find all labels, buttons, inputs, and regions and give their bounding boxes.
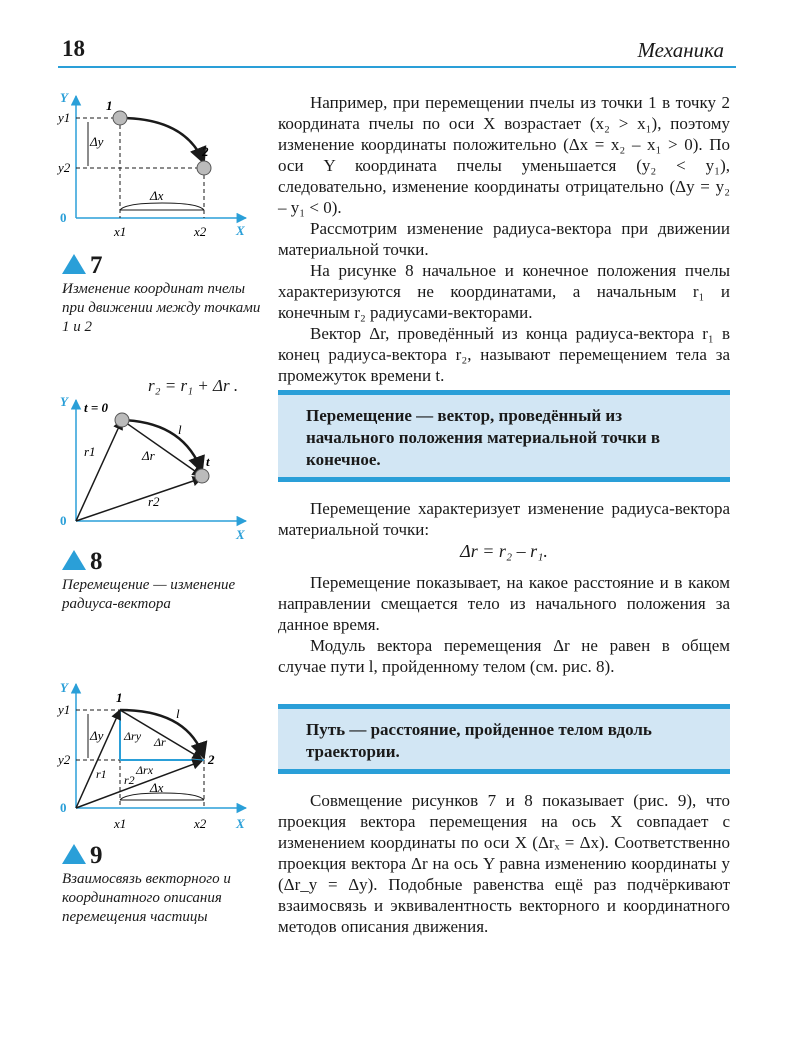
fig8-l-label: l	[178, 422, 182, 437]
fig9-y1-label: y1	[58, 702, 71, 717]
paragraph: На рисунке 8 начальное и конечное положения пчелы характеризуются не координатами, а начальным r₁ и конечным r₂ радиусами-векторами.	[278, 261, 730, 322]
fig9-l-label: l	[176, 706, 180, 721]
fig7-x2-label: x2	[194, 224, 207, 239]
fig7-x1-label: x1	[114, 224, 127, 239]
section-title: Механика	[637, 38, 724, 62]
paragraph: Вектор Δr, проведённый из конца радиуса-вектора r₁ в конец радиуса-вектора r₂, называют перемещением тела за промежуток времени t.	[278, 324, 730, 385]
figure-8-equation: r₂ = r₁ + Δr .	[148, 376, 239, 395]
fig8-r1-label: r1	[84, 444, 96, 459]
fig8-r2-label: r2	[148, 494, 160, 509]
fig8-dr-label: Δr	[142, 448, 155, 463]
fig7-dx-label: Δx	[150, 188, 164, 203]
fig7-y2-label: y2	[58, 160, 71, 175]
fig9-y-axis-label: Y	[60, 680, 68, 695]
fig8-t-label: t	[206, 454, 210, 469]
fig8-y-axis-label: Y	[60, 396, 68, 409]
displacement-formula: Δr = r₂ – r₁.	[460, 541, 548, 561]
figure-8-diagram	[56, 396, 256, 544]
fig7-x-axis-label: X	[236, 223, 245, 238]
figure-8-number-text: 8	[90, 548, 103, 575]
fig7-dy-label: Δy	[90, 134, 104, 149]
fig7-origin-label: 0	[60, 210, 67, 225]
paragraph: Совмещение рисунков 7 и 8 показывает (рис. 9), что проекция вектора перемещения на ось X совпадает с изменением координаты по оси X (Δrₓ = Δx). Соответственно проекция вектора Δr на ось Y равна изменению координаты y (Δr_y = Δy). Подобные равенства ещё раз подчёркивают взаимосвязь и эквивалентность векторного и координатного методов описания движения.	[278, 791, 730, 936]
text-block-4	[278, 790, 730, 937]
figure-7-caption: Изменение координат пчелы при движении между точками 1 и 2	[62, 281, 261, 335]
fig7-point1-label: 1	[106, 98, 113, 113]
fig8-origin-label: 0	[60, 513, 67, 528]
paragraph: Например, при перемещении пчелы из точки 1 в точку 2 координата пчелы по оси X возрастает (x₂ > x₁), поэтому изменение координаты положительно (Δx = x₂ – x₁ > 0). По оси Y координата пчелы уменьшается (y₂ < y₁), следовательно, изменение координаты отрицательно (Δy = y₂ – y₁ < 0).	[278, 93, 730, 217]
figure-8-number	[62, 548, 103, 576]
text-block-2	[278, 498, 730, 540]
figure-7-diagram	[56, 88, 256, 248]
figure-7-number	[62, 252, 103, 280]
figure-9-caption: Взаимосвязь векторного и координатного описания перемещения частицы	[62, 871, 231, 925]
fig9-dx-label: Δx	[150, 780, 164, 795]
paragraph: Перемещение характеризует изменение радиуса-вектора материальной точки:	[278, 499, 730, 539]
figure-8-caption: Перемещение — изменение радиуса-вектора	[62, 577, 236, 612]
definition-box-path: Путь — расстояние, пройденное телом вдоль траектории.	[278, 704, 730, 774]
fig9-x2-label: x2	[194, 816, 207, 831]
text-block-3	[278, 572, 730, 677]
figure-7-number-text: 7	[90, 252, 103, 279]
fig9-point2-label: 2	[208, 752, 215, 767]
paragraph: Перемещение показывает, на какое расстояние и в каком направлении смещается тело из начального положения за данное время.	[278, 573, 730, 634]
fig9-dr-label: Δr	[154, 735, 166, 749]
fig9-dy-label: Δy	[90, 728, 104, 743]
paragraph: Рассмотрим изменение радиуса-вектора при движении материальной точки.	[278, 219, 730, 259]
fig9-r1-label: r1	[96, 767, 107, 781]
fig9-dry-label: Δry	[124, 729, 142, 743]
fig7-y-axis-label: Y	[60, 90, 68, 105]
fig7-point2-label: 2	[202, 144, 209, 159]
fig9-y2-label: y2	[58, 752, 71, 767]
fig9-x1-label: x1	[114, 816, 127, 831]
triangle-icon	[62, 550, 86, 570]
figure-9-number	[62, 842, 103, 870]
text-block-1	[278, 92, 730, 386]
fig9-drx-label: Δrx	[136, 763, 154, 777]
definition-box-displacement: Перемещение — вектор, проведённый из начального положения материальной точки в конечное.	[278, 390, 730, 482]
paragraph: Модуль вектора перемещения Δr не равен в общем случае пути l, пройденному телом (см. рис. 8).	[278, 636, 730, 676]
page-number: 18	[62, 36, 85, 61]
header-rule	[58, 66, 736, 68]
fig8-x-axis-label: X	[236, 527, 245, 542]
figure-9-diagram	[56, 678, 256, 836]
fig9-origin-label: 0	[60, 800, 67, 815]
fig7-y1-label: y1	[58, 110, 71, 125]
fig9-point1-label: 1	[116, 690, 123, 705]
triangle-icon	[62, 254, 86, 274]
fig8-t0-label: t = 0	[84, 400, 109, 415]
fig9-r2-label: r2	[124, 773, 135, 787]
triangle-icon	[62, 844, 86, 864]
fig9-x-axis-label: X	[236, 816, 245, 831]
figure-9-number-text: 9	[90, 842, 103, 869]
